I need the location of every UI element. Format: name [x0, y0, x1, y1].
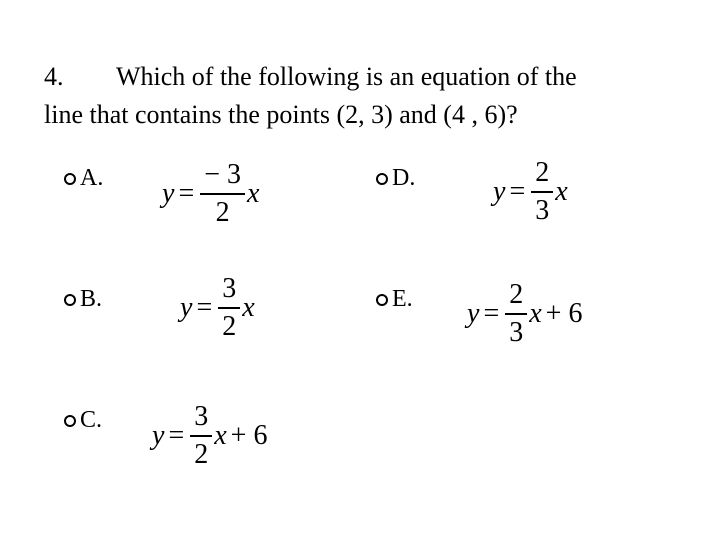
equation-b [180, 274, 255, 342]
equation-c-numerator: 3 [194, 401, 209, 432]
equation-b-denominator: 2 [222, 311, 237, 342]
equation-d-denominator: 3 [535, 195, 550, 226]
equation-c-variable: x [214, 420, 227, 451]
fraction-bar [190, 435, 212, 437]
equation-a-denominator: 2 [215, 197, 230, 228]
equation-c-constant: + 6 [230, 420, 268, 451]
question-text-line-1: Which of the following is an equation of the [116, 62, 577, 91]
radio-button-c[interactable] [64, 415, 76, 427]
option-a[interactable] [64, 165, 103, 192]
radio-button-d[interactable] [376, 173, 388, 185]
equation-e-denominator: 3 [509, 317, 524, 348]
option-c[interactable] [64, 407, 102, 434]
equation-a-lhs: y [162, 178, 175, 209]
radio-button-b[interactable] [64, 294, 76, 306]
equation-b-fraction [218, 274, 240, 342]
fraction-bar [200, 193, 245, 195]
equation-d-lhs: y [493, 176, 506, 207]
equation-b-equals: = [196, 292, 213, 323]
equation-b-numerator: 3 [222, 273, 237, 304]
equation-b-lhs: y [180, 292, 193, 323]
equation-e-variable: x [529, 298, 542, 329]
equation-d-numerator: 2 [535, 157, 550, 188]
equation-a [162, 160, 259, 228]
option-d[interactable] [376, 165, 415, 192]
equation-c-equals: = [168, 420, 185, 451]
equation-c-fraction [190, 402, 212, 470]
equation-a-fraction [200, 160, 245, 228]
option-e[interactable] [376, 286, 413, 313]
option-b-label: B. [80, 286, 103, 312]
equation-a-numerator: − 3 [204, 159, 242, 190]
option-a-label: A. [80, 165, 104, 191]
equation-e-numerator: 2 [509, 279, 524, 310]
equation-e-fraction [505, 280, 527, 348]
equation-c-denominator: 2 [194, 439, 209, 470]
fraction-bar [531, 191, 553, 193]
equation-e-lhs: y [467, 298, 480, 329]
equation-d-equals: = [509, 176, 526, 207]
equation-a-equals: = [178, 178, 195, 209]
equation-c [152, 402, 271, 470]
option-b[interactable] [64, 286, 102, 313]
radio-button-a[interactable] [64, 173, 76, 185]
question-line-1 [44, 62, 577, 92]
option-d-label: D. [392, 165, 416, 191]
equation-e-constant: + 6 [545, 298, 583, 329]
equation-b-variable: x [242, 292, 255, 323]
question-text-line-2: line that contains the points (2, 3) and (4 , 6)? [44, 100, 518, 129]
fraction-bar [505, 313, 527, 315]
question-number: 4. [44, 62, 64, 91]
equation-d [493, 158, 568, 226]
equation-e [467, 280, 586, 348]
radio-button-e[interactable] [376, 294, 388, 306]
equation-e-equals: = [483, 298, 500, 329]
option-c-label: C. [80, 407, 103, 433]
fraction-bar [218, 307, 240, 309]
equation-c-lhs: y [152, 420, 165, 451]
equation-a-variable: x [247, 178, 260, 209]
option-e-label: E. [392, 286, 413, 312]
equation-d-variable: x [555, 176, 568, 207]
equation-d-fraction [531, 158, 553, 226]
